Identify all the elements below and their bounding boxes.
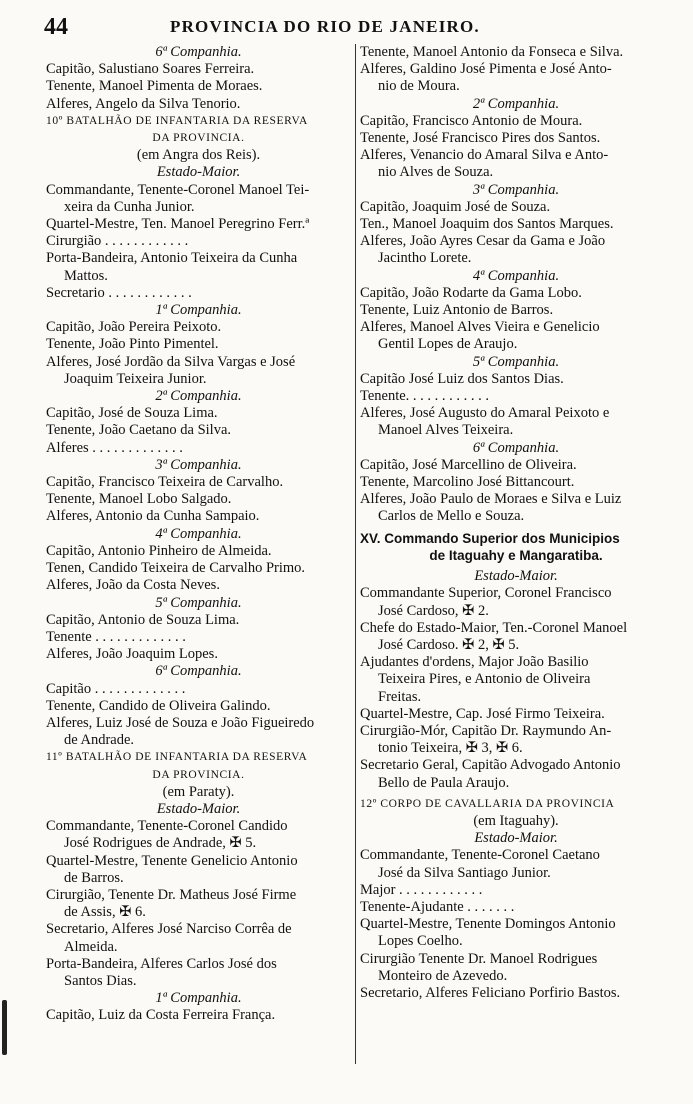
entry-line-cont: Freitas.: [378, 688, 422, 705]
entry-line-cont: Mattos.: [64, 267, 108, 284]
entry-line-cont: de Assis, ✠ 6.: [64, 904, 146, 921]
entry-line-cont: Carlos de Mello e Souza.: [378, 508, 525, 525]
entry-line: Capitão, José Marcellino de Oliveira.: [360, 456, 577, 473]
company-heading: 4ª Companhia.: [155, 525, 242, 542]
entry-line: Capitão, José de Souza Lima.: [46, 405, 218, 422]
entry-line: Alferes, João Paulo de Moraes e Silva e Luiz: [360, 491, 622, 508]
entry-line: Alferes, Antonio da Cunha Sampaio.: [46, 508, 260, 525]
entry-line: Tenente. . . . . . . . . . . .: [360, 388, 490, 405]
entry-line: Alferes, Angelo da Silva Tenorio.: [46, 95, 241, 112]
page-number: 44: [44, 14, 68, 40]
entry-line: Alferes, Galdino José Pimenta e José Anto-: [360, 61, 612, 78]
entry-line: Alferes, João Joaquim Lopes.: [46, 646, 218, 663]
staff-heading: Estado-Maior.: [156, 164, 241, 181]
entry-line: Tenente, Manoel Pimenta de Moraes.: [46, 78, 263, 95]
battalion-heading-cont: DA PROVINCIA.: [152, 132, 245, 145]
staff-heading: Estado-Maior.: [156, 800, 241, 817]
entry-line-cont: Gentil Lopes de Araujo.: [378, 336, 518, 353]
entry-line: Tenente, Candido de Oliveira Galindo.: [46, 697, 271, 714]
entry-line: Capitão, Antonio de Souza Lima.: [46, 611, 240, 628]
entry-line: Quartel-Mestre, Ten. Manoel Peregrino Ferr.ª: [46, 216, 310, 233]
entry-line-cont: de Andrade.: [64, 732, 135, 749]
entry-line-cont: tonio Teixeira, ✠ 3, ✠ 6.: [378, 740, 523, 757]
entry-line-cont: Almeida.: [64, 938, 118, 955]
entry-line: Alferes, José Augusto do Amaral Peixoto e: [360, 405, 610, 422]
entry-line: Secretario . . . . . . . . . . . .: [46, 284, 192, 301]
entry-line: Quartel-Mestre, Tenente Domingos Antonio: [360, 916, 616, 933]
entry-line-cont: José Cardoso, ✠ 2.: [378, 602, 489, 619]
entry-line: Alferes, Venancio do Amaral Silva e Anto-: [360, 147, 609, 164]
staff-heading: Estado-Maior.: [474, 830, 558, 847]
page-title: PROVINCIA DO RIO DE JANEIRO.: [170, 17, 480, 36]
entry-line: Tenente, Manoel Lobo Salgado.: [46, 491, 232, 508]
company-heading: 1ª Companhia.: [155, 990, 242, 1007]
entry-line: Capitão, Luiz da Costa Ferreira França.: [46, 1007, 276, 1024]
entry-line: Tenente . . . . . . . . . . . . .: [46, 628, 186, 645]
entry-line: Capitão, Salustiano Soares Ferreira.: [46, 61, 255, 78]
company-heading: 4ª Companhia.: [472, 267, 560, 284]
entry-line: Cirurgião . . . . . . . . . . . .: [46, 233, 189, 250]
entry-line: Commandante, Tenente-Coronel Candido: [46, 818, 288, 835]
entry-line: Cirurgião-Mór, Capitão Dr. Raymundo An-: [360, 722, 612, 739]
entry-line-cont: Lopes Coelho.: [378, 933, 463, 950]
location-line: (em Angra dos Reis).: [136, 147, 261, 164]
entry-line: Capitão José Luiz dos Santos Dias.: [360, 370, 564, 387]
entry-line: Capitão, Francisco Teixeira de Carvalho.: [46, 474, 284, 491]
battalion-heading: 10º BATALHÃO DE INFANTARIA DA RESERVA: [46, 114, 308, 127]
company-heading: 5ª Companhia.: [472, 353, 560, 370]
entry-line: Chefe do Estado-Maior, Ten.-Coronel Manoel: [360, 619, 628, 636]
entry-line: Tenente, Marcolino José Bittancourt.: [360, 474, 575, 491]
entry-line-cont: José da Silva Santiago Junior.: [378, 864, 551, 881]
entry-line: Secretario, Alferes José Narciso Corrêa de: [46, 921, 292, 938]
company-heading: 6ª Companhia.: [472, 439, 560, 456]
company-heading: 1ª Companhia.: [155, 302, 242, 319]
page-edge-mark: [2, 1000, 7, 1055]
entry-line: Capitão, Joaquim José de Souza.: [360, 198, 551, 215]
entry-line: Alferes, Luiz José de Souza e João Figueiredo: [46, 714, 315, 731]
entry-line: Cirurgião, Tenente Dr. Matheus José Firme: [46, 886, 297, 903]
entry-line: Porta-Bandeira, Alferes Carlos José dos: [46, 955, 277, 972]
entry-line: Tenente-Ajudante . . . . . . .: [360, 898, 515, 915]
entry-line-cont: nio de Moura.: [378, 78, 460, 95]
entry-line: Tenente, Luiz Antonio de Barros.: [360, 302, 554, 319]
entry-line: Capitão, João Pereira Peixoto.: [46, 319, 222, 336]
company-heading: 2ª Companhia.: [472, 95, 560, 112]
entry-line: Cirurgião Tenente Dr. Manoel Rodrigues: [360, 950, 598, 967]
staff-heading: Estado-Maior.: [474, 568, 558, 585]
entry-line: Commandante, Tenente-Coronel Caetano: [360, 847, 600, 864]
entry-line: Quartel-Mestre, Tenente Genelicio Antonio: [46, 852, 298, 869]
entry-line: Capitão, Antonio Pinheiro de Almeida.: [46, 542, 272, 559]
entry-line: Tenente, João Pinto Pimentel.: [46, 336, 219, 353]
entry-line: Alferes, João da Costa Neves.: [46, 577, 220, 594]
entry-line: Capitão, Francisco Antonio de Moura.: [360, 112, 583, 129]
entry-line: Capitão, João Rodarte da Gama Lobo.: [360, 284, 582, 301]
entry-line: Alferes, José Jordão da Silva Vargas e José: [46, 353, 296, 370]
entry-line: Quartel-Mestre, Cap. José Firmo Teixeira.: [360, 705, 605, 722]
entry-line: Ajudantes d'ordens, Major João Basilio: [360, 654, 589, 671]
location-line: (em Paraty).: [162, 783, 235, 800]
entry-line: Alferes . . . . . . . . . . . . .: [46, 439, 183, 456]
entry-line: Porta-Bandeira, Antonio Teixeira da Cunha: [46, 250, 298, 267]
left-column: [46, 44, 351, 1025]
section-heading-cont: de Itaguahy e Mangaratiba.: [429, 547, 603, 563]
entry-line-cont: José Cardoso. ✠ 2, ✠ 5.: [378, 636, 520, 653]
entry-line: Tenente, Manoel Antonio da Fonseca e Silva.: [360, 44, 624, 60]
company-heading: 3ª Companhia.: [155, 456, 242, 473]
entry-line-cont: Monteiro de Azevedo.: [378, 967, 508, 984]
column-divider: [355, 44, 356, 1064]
entry-line-cont: xeira da Cunha Junior.: [64, 198, 195, 215]
company-heading: 5ª Companhia.: [155, 594, 242, 611]
entry-line: Secretario, Alferes Feliciano Porfirio Bastos.: [360, 984, 621, 1001]
section-heading: XV. Commando Superior dos Municipios: [360, 530, 620, 546]
entry-line-cont: Jacintho Lorete.: [378, 250, 472, 267]
entry-line: Secretario Geral, Capitão Advogado Antonio: [360, 757, 621, 774]
company-heading: 3ª Companhia.: [472, 181, 560, 198]
entry-line: Commandante Superior, Coronel Francisco: [360, 585, 612, 602]
corps-heading: 12º CORPO DE CAVALLARIA DA PROVINCIA: [360, 797, 615, 810]
entry-line-cont: Teixeira Pires, e Antonio de Oliveira: [378, 671, 591, 688]
entry-line: Tenen, Candido Teixeira de Carvalho Primo.: [46, 560, 306, 577]
entry-line: Tenente, João Caetano da Silva.: [46, 422, 232, 439]
entry-line: Commandante, Tenente-Coronel Manoel Tei-: [46, 181, 310, 198]
entry-line-cont: de Barros.: [64, 869, 124, 886]
entry-line-cont: Manoel Alves Teixeira.: [378, 422, 514, 439]
entry-line: Ten., Manoel Joaquim dos Santos Marques.: [360, 216, 614, 233]
entry-line: Capitão . . . . . . . . . . . . .: [46, 680, 186, 697]
entry-line-cont: Joaquim Teixeira Junior.: [64, 370, 207, 387]
right-column: [360, 44, 672, 1002]
entry-line-cont: Santos Dias.: [64, 972, 137, 989]
company-heading: 2ª Companhia.: [155, 388, 242, 405]
company-heading: 6ª Companhia.: [155, 44, 242, 60]
entry-line: Major . . . . . . . . . . . .: [360, 881, 483, 898]
entry-line-cont: nio Alves de Souza.: [378, 164, 494, 181]
company-heading: 6ª Companhia.: [155, 663, 242, 680]
location-line: (em Itaguahy).: [473, 812, 559, 829]
entry-line: Alferes, João Ayres Cesar da Gama e João: [360, 233, 606, 250]
entry-line-cont: Bello de Paula Araujo.: [378, 774, 510, 791]
entry-line-cont: José Rodrigues de Andrade, ✠ 5.: [64, 835, 257, 852]
battalion-heading: 11º BATALHÃO DE INFANTARIA DA RESERVA: [46, 751, 308, 764]
entry-line: Alferes, Manoel Alves Vieira e Genelicio: [360, 319, 600, 336]
battalion-heading-cont: DA PROVINCIA.: [152, 768, 245, 781]
entry-line: Tenente, José Francisco Pires dos Santos.: [360, 130, 601, 147]
